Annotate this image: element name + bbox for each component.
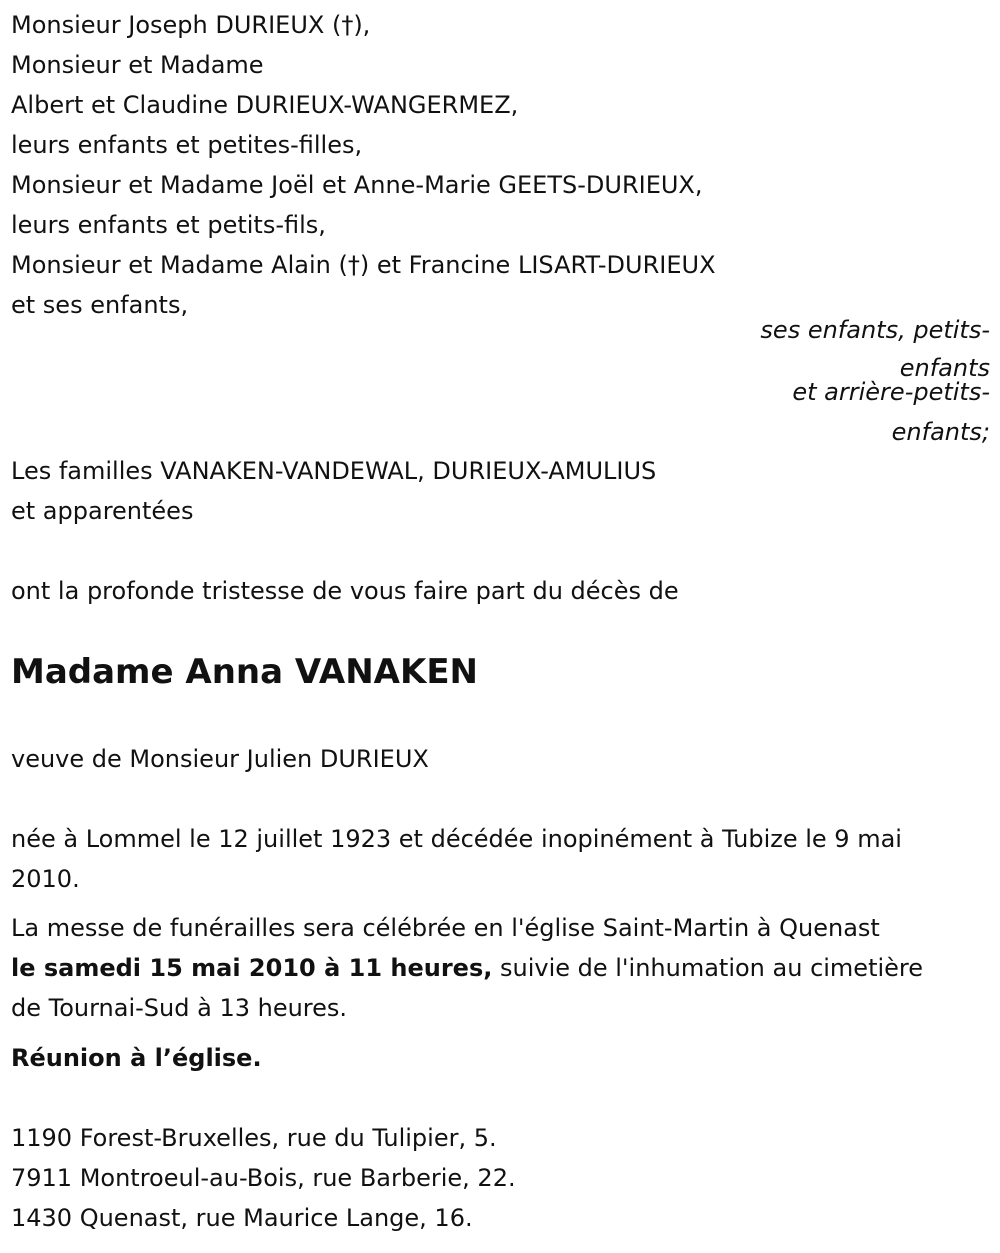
birth-death-line: 2010. — [11, 865, 80, 893]
announcement: ont la profonde tristesse de vous faire part du décès de — [11, 577, 679, 605]
family-line: leurs enfants et petites-filles, — [11, 131, 363, 159]
descendants-line: enfants — [899, 354, 990, 382]
address: 1430 Quenast, rue Maurice Lange, 16. — [11, 1204, 473, 1232]
meeting-note: Réunion à l’église. — [11, 1044, 262, 1072]
family-line: Monsieur et Madame Joël et Anne-Marie GEETS-DURIEUX, — [11, 171, 703, 199]
family-line: leurs enfants et petits-fils, — [11, 211, 326, 239]
address: 7911 Montroeul-au-Bois, rue Barberie, 22. — [11, 1164, 516, 1192]
funeral-burial: suivie de l'inhumation au cimetière — [492, 954, 924, 982]
descendants-line: ses enfants, petits- — [760, 316, 990, 344]
address: 1190 Forest-Bruxelles, rue du Tulipier, 5. — [11, 1124, 497, 1152]
family-line: Monsieur Joseph DURIEUX (†), — [11, 11, 371, 39]
family-line: Monsieur et Madame Alain (†) et Francine LISART-DURIEUX — [11, 251, 716, 279]
deceased-name: Madame Anna VANAKEN — [11, 652, 479, 692]
widow-of: veuve de Monsieur Julien DURIEUX — [11, 745, 429, 773]
family-line: et ses enfants, — [11, 291, 189, 319]
families-line: et apparentées — [11, 497, 194, 525]
family-line: Monsieur et Madame — [11, 51, 264, 79]
funeral-line: de Tournai-Sud à 13 heures. — [11, 994, 348, 1022]
funeral-line: La messe de funérailles sera célébrée en l'église Saint-Martin à Quenast — [11, 914, 880, 942]
funeral-line — [11, 953, 923, 983]
families-line: Les familles VANAKEN-VANDEWAL, DURIEUX-AMULIUS — [11, 457, 657, 485]
birth-death-line: née à Lommel le 12 juillet 1923 et décédée inopinément à Tubize le 9 mai — [11, 825, 902, 853]
family-line: Albert et Claudine DURIEUX-WANGERMEZ, — [11, 91, 519, 119]
funeral-date: le samedi 15 mai 2010 à 11 heures, — [11, 954, 493, 982]
descendants-line: enfants; — [891, 418, 990, 446]
descendants-line: et arrière-petits- — [792, 378, 990, 406]
